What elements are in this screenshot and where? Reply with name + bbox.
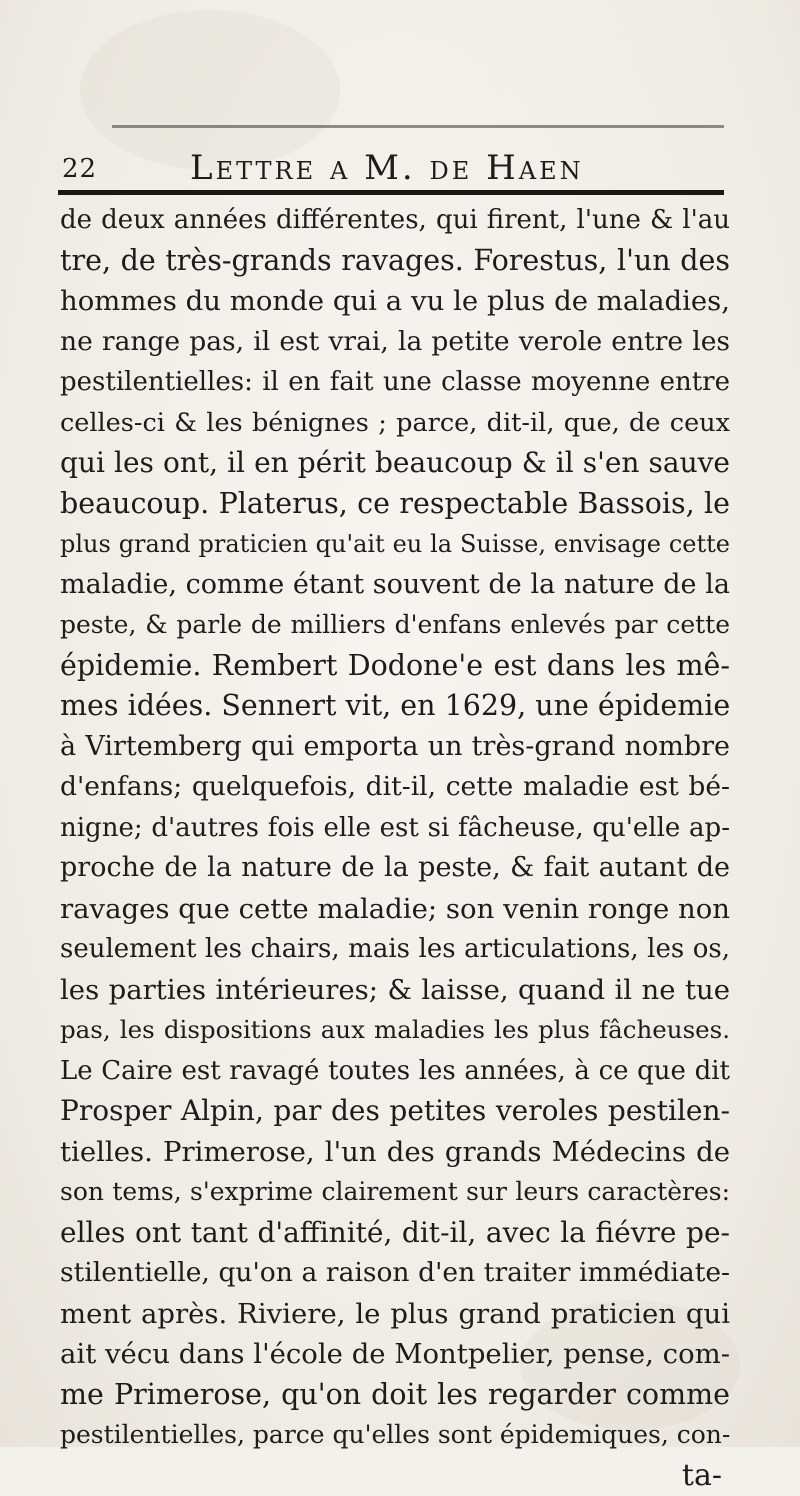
header-rule — [58, 190, 724, 195]
text-line: elles ont tant d'affinité, dit-il, avec la fiévre pe- — [60, 1213, 730, 1254]
text-line: tielles. Primerose, l'un des grands Médecins de — [60, 1132, 730, 1173]
page-number: 22 — [62, 154, 97, 184]
text-line: son tems, s'exprime clairement sur leurs caractères: — [60, 1172, 730, 1213]
text-line: nigne; d'autres fois elle est si fâcheuse, qu'elle ap- — [60, 808, 730, 849]
page-header — [62, 148, 722, 190]
text-line: tre, de très-grands ravages. Forestus, l'un des — [60, 241, 730, 282]
text-line: seulement les chairs, mais les articulations, les os, — [60, 929, 730, 970]
text-line: celles-ci & les bénignes ; parce, dit-il, que, de ceux — [60, 403, 730, 444]
text-line: à Virtemberg qui emporta un très-grand nombre — [60, 727, 730, 768]
text-line: peste, & parle de milliers d'enfans enlevés par cette — [60, 605, 730, 646]
bleed-through-rule — [112, 125, 724, 128]
text-line: Le Caire est ravagé toutes les années, à ce que dit — [60, 1051, 730, 1092]
catchword: ta- — [60, 1456, 730, 1496]
text-line: ait vécu dans l'école de Montpelier, pense, com- — [60, 1334, 730, 1375]
body-text — [60, 200, 730, 1496]
text-line: de deux années différentes, qui firent, l'une & l'au — [60, 200, 730, 241]
text-line: Prosper Alpin, par des petites veroles pestilen- — [60, 1091, 730, 1132]
text-line: me Primerose, qu'on doit les regarder comme — [60, 1375, 730, 1416]
text-line: maladie, comme étant souvent de la nature de la — [60, 565, 730, 606]
text-line: pas, les dispositions aux maladies les plus fâcheuses. — [60, 1010, 730, 1051]
text-line: plus grand praticien qu'ait eu la Suisse, envisage cette — [60, 524, 730, 565]
text-line: hommes du monde qui a vu le plus de maladies, — [60, 281, 730, 322]
text-line: ravages que cette maladie; son venin ronge non — [60, 889, 730, 930]
text-line: mes idées. Sennert vit, en 1629, une épidemie — [60, 686, 730, 727]
text-line: pestilentielles: il en fait une classe moyenne entre — [60, 362, 730, 403]
text-line: beaucoup. Platerus, ce respectable Bassois, le — [60, 484, 730, 525]
text-line: pestilentielles, parce qu'elles sont épidemiques, con- — [60, 1415, 730, 1456]
text-line: ne range pas, il est vrai, la petite verole entre les — [60, 322, 730, 363]
text-line: stilentielle, qu'on a raison d'en traiter immédiate- — [60, 1253, 730, 1294]
paper-stain — [80, 10, 340, 170]
text-line: qui les ont, il en périt beaucoup & il s'en sauve — [60, 443, 730, 484]
text-line: d'enfans; quelquefois, dit-il, cette maladie est bé- — [60, 767, 730, 808]
text-line: épidemie. Rembert Dodone'e est dans les mê- — [60, 646, 730, 687]
text-line: les parties intérieures; & laisse, quand il ne tue — [60, 970, 730, 1011]
text-line: proche de la nature de la peste, & fait autant de — [60, 848, 730, 889]
text-line: ment après. Riviere, le plus grand praticien qui — [60, 1294, 730, 1335]
running-title: Lettre a M. de Haen — [190, 148, 584, 188]
